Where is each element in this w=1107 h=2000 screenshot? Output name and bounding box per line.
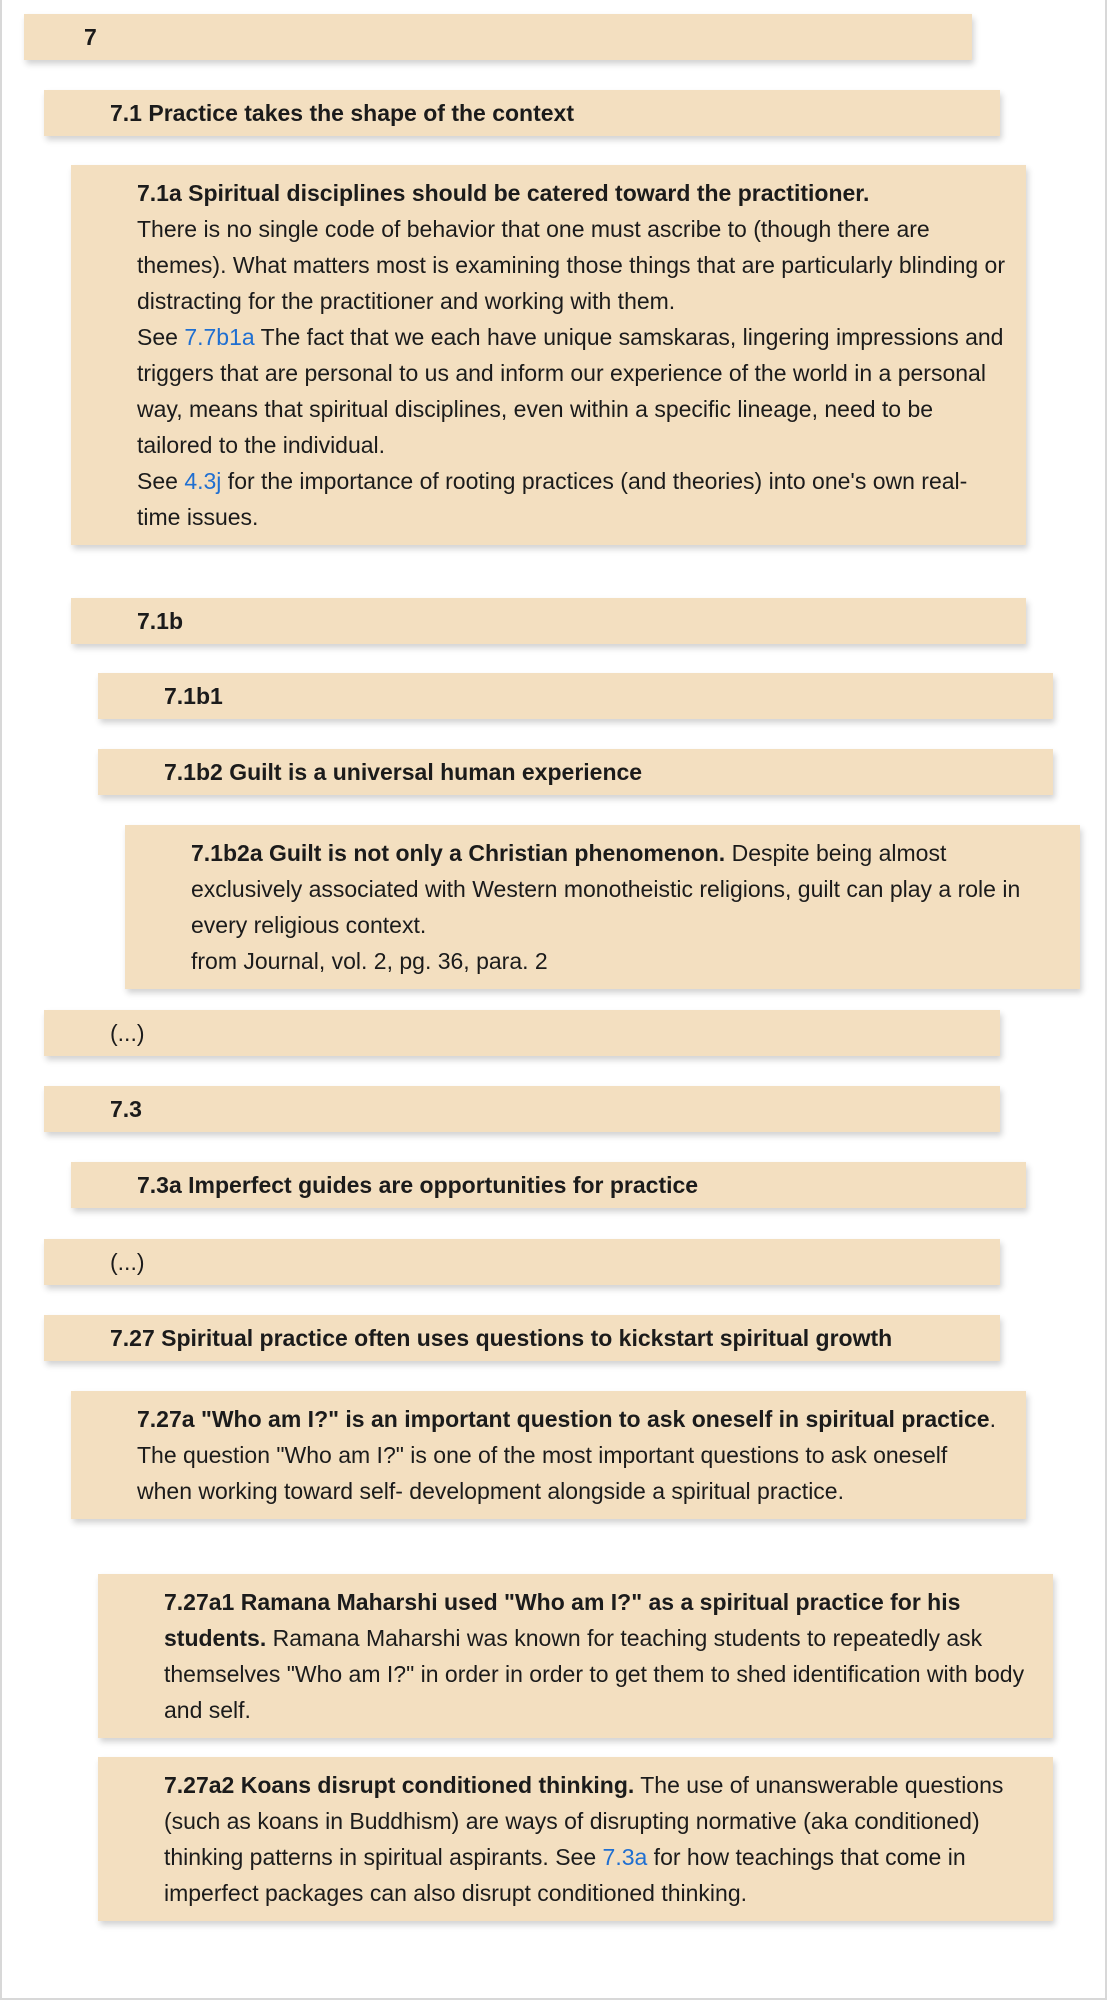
note-7-27a1[interactable] [98, 1574, 1053, 1738]
note-body-rest: for how teachings that come in imperfect packages can also disrupt conditioned thinking. [164, 1844, 966, 1906]
ellipsis-text: (...) [110, 1020, 145, 1046]
note-body: The use of unanswerable questions (such as koans in Buddhism) are ways of disrupting normative (aka conditioned) thinking patterns in spiritual aspirants. See [164, 1772, 1004, 1870]
note-title: 7.1a Spiritual disciplines should be catered toward the practitioner. [137, 180, 870, 206]
note-7-3[interactable] [44, 1086, 1000, 1132]
note-title: 7.27a "Who am I?" is an important question to ask oneself in spiritual practice [137, 1406, 990, 1432]
note-body: . The question "Who am I?" is one of the most important questions to ask oneself when working toward self- development alongside a spiritual practice. [137, 1406, 996, 1504]
note-7-1b2[interactable] [98, 749, 1053, 795]
note-source: from Journal, vol. 2, pg. 36, para. 2 [191, 948, 548, 974]
note-7-1a[interactable] [71, 165, 1026, 545]
note-7-1[interactable] [44, 90, 1000, 136]
note-7-1b2a[interactable] [125, 825, 1080, 989]
note-7-1b1[interactable] [98, 673, 1053, 719]
note-7-1b[interactable] [71, 598, 1026, 644]
note-title: 7.1b2 Guilt is a universal human experience [164, 759, 643, 785]
note-title: 7.1 Practice takes the shape of the context [110, 100, 575, 126]
note-ellipsis[interactable] [44, 1239, 1000, 1285]
note-title: 7.1b2a Guilt is not only a Christian phenomenon. [191, 840, 726, 866]
note-title: 7.27 Spiritual practice often uses questions to kickstart spiritual growth [110, 1325, 893, 1351]
note-title: 7.3a Imperfect guides are opportunities for practice [137, 1172, 699, 1198]
note-ellipsis[interactable] [44, 1010, 1000, 1056]
note-7-27a2[interactable] [98, 1757, 1053, 1921]
note-title: 7.27a2 Koans disrupt conditioned thinking. [164, 1772, 635, 1798]
note-7-27a[interactable] [71, 1391, 1026, 1519]
note-paragraph: There is no single code of behavior that one must ascribe to (though there are themes). What matters most is examining those things that are particularly blinding or distracting for the practitioner and working with them. [137, 216, 1005, 314]
note-title: 7 [84, 24, 97, 50]
note-7[interactable] [24, 14, 972, 60]
note-title: 7.1b1 [164, 683, 223, 709]
note-link-7-7b1a[interactable]: 7.7b1a [184, 324, 255, 350]
note-7-27[interactable] [44, 1315, 1000, 1361]
note-paragraph: See 4.3j for the importance of rooting practices (and theories) into one's own real-time issues. [137, 468, 968, 530]
note-title: 7.27a1 Ramana Maharshi used "Who am I?" as a spiritual practice for his students. [164, 1589, 961, 1651]
note-paragraph: See 7.7b1a The fact that we each have unique samskaras, lingering impressions and triggers that are personal to us and inform our experience of the world in a personal way, means that spiritual disciplines, even within a specific lineage, need to be tailored to the individual. [137, 324, 1004, 458]
note-link-4-3j[interactable]: 4.3j [184, 468, 222, 494]
note-title: 7.3 [110, 1096, 142, 1122]
note-body: Despite being almost exclusively associated with Western monotheistic religions, guilt can play a role in every religious context. [191, 840, 1021, 938]
ellipsis-text: (...) [110, 1249, 145, 1275]
note-body: Ramana Maharshi was known for teaching students to repeatedly ask themselves "Who am I?" in order in order to get them to shed identification with body and self. [164, 1625, 1025, 1723]
note-link-7-3a[interactable]: 7.3a [602, 1844, 648, 1870]
note-7-3a[interactable] [71, 1162, 1026, 1208]
note-title: 7.1b [137, 608, 184, 634]
